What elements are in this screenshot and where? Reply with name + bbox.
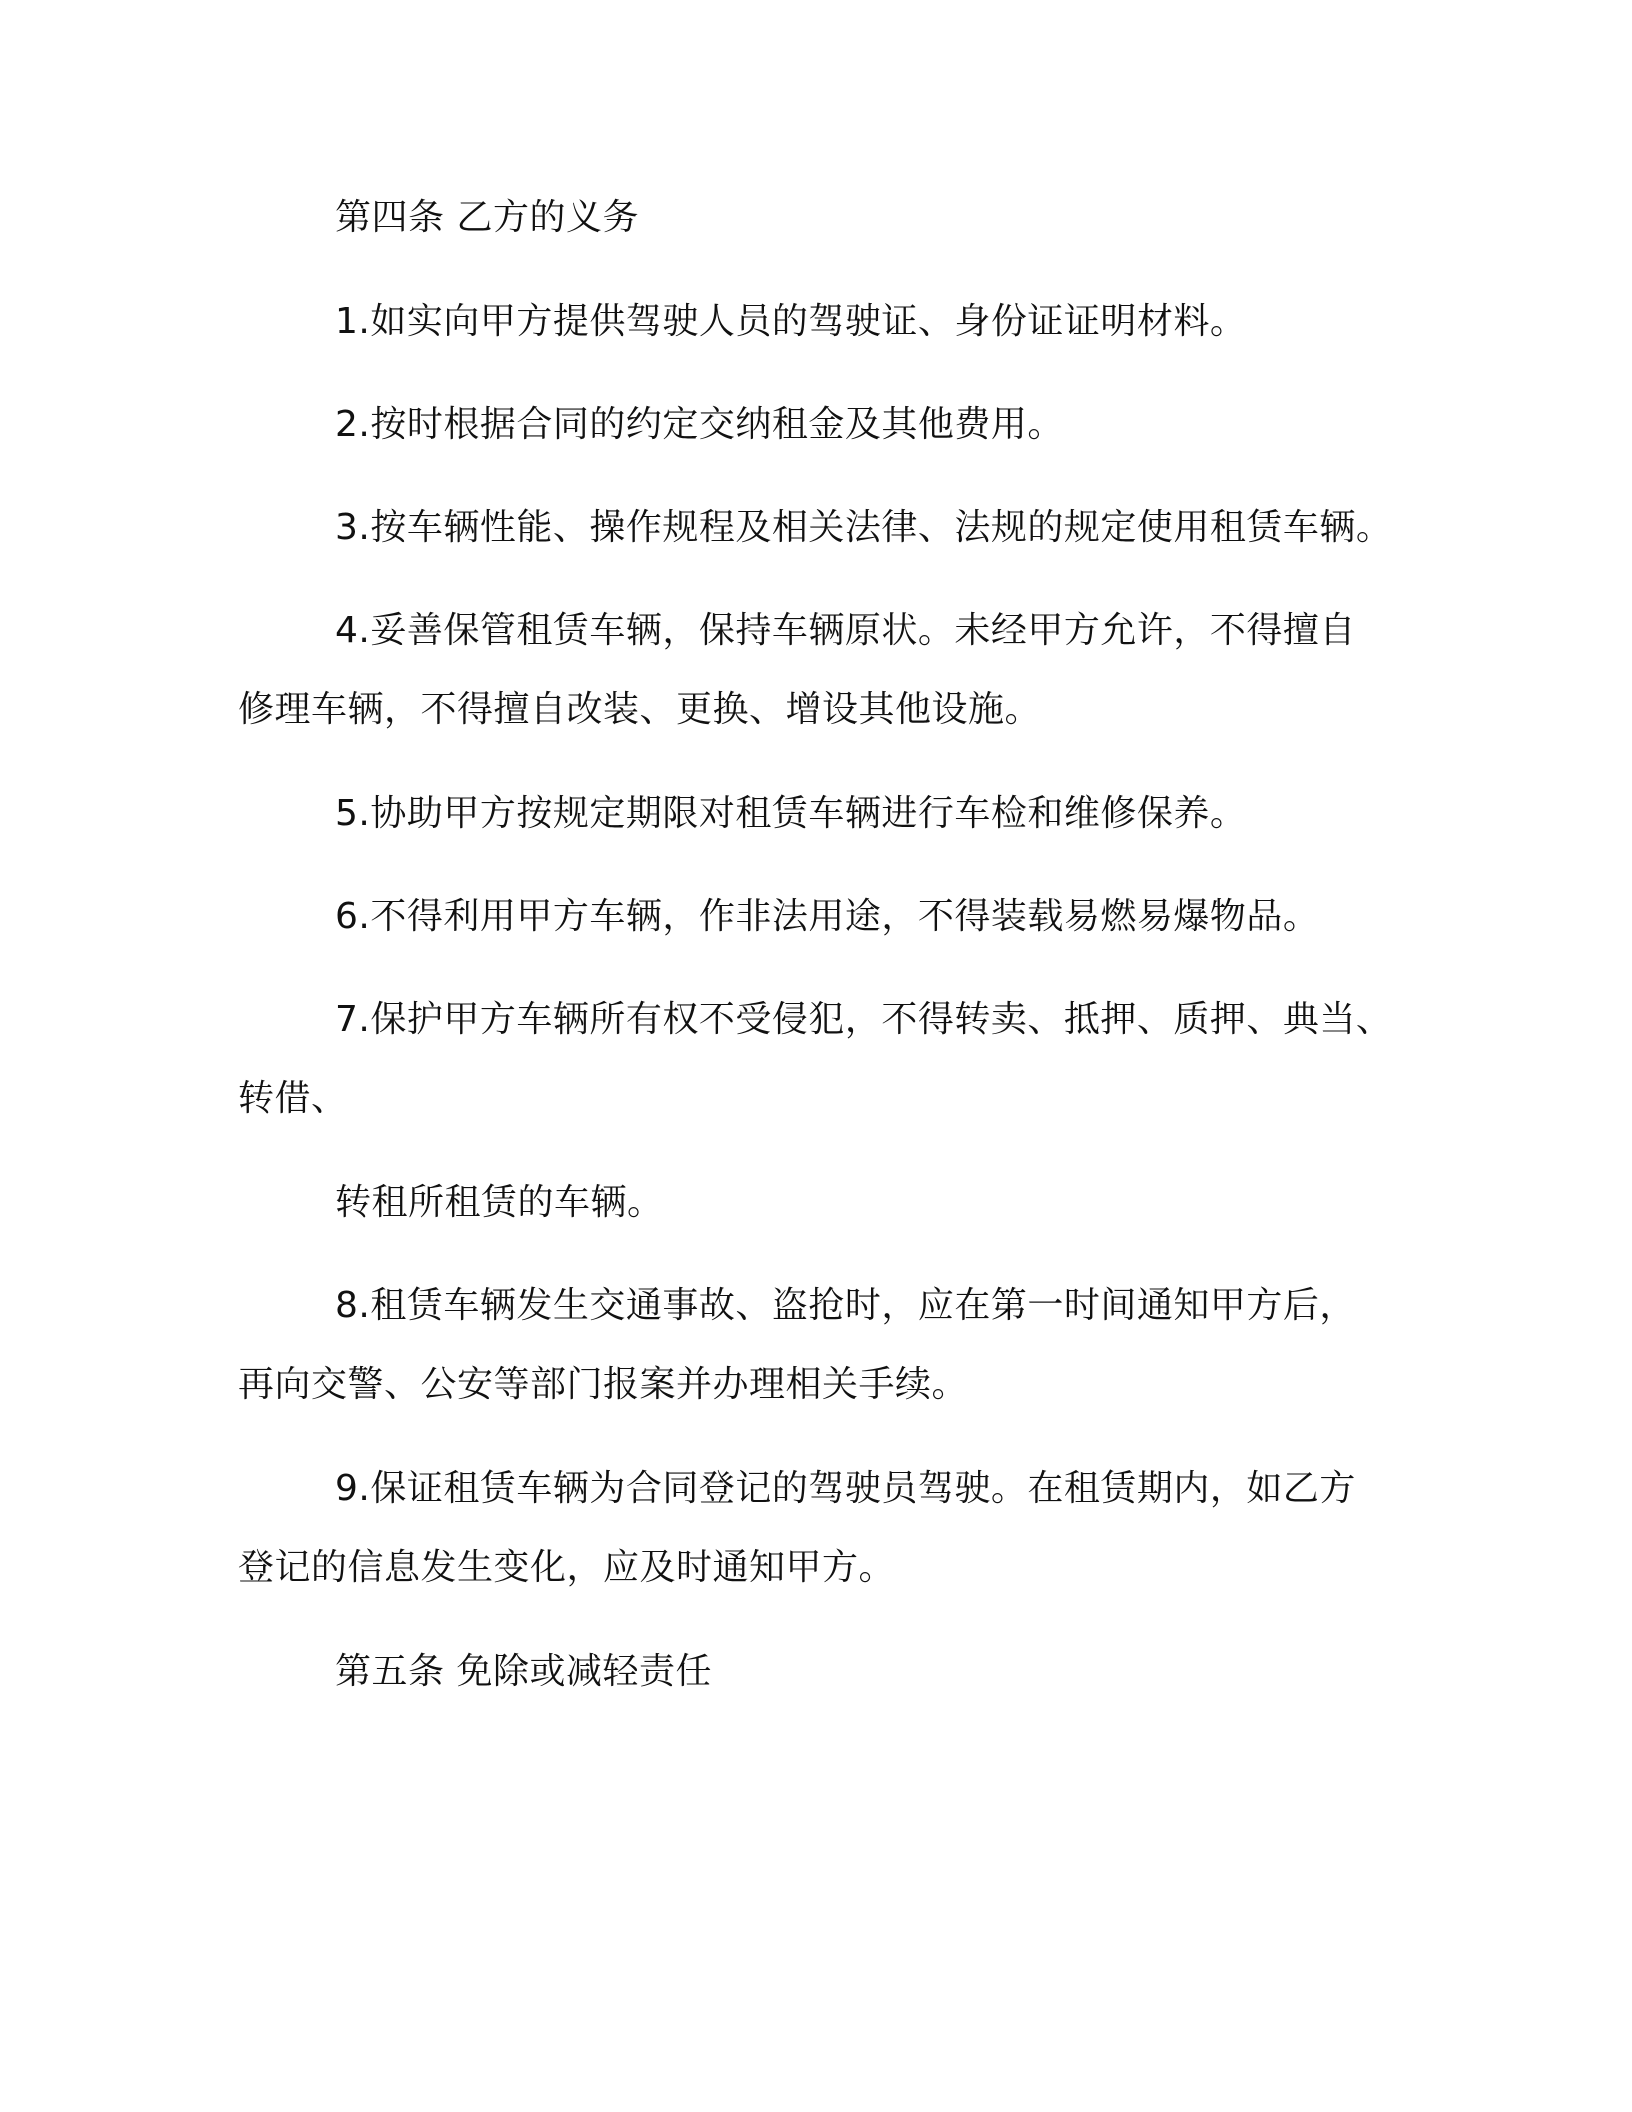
item-line: 5.协助甲方按规定期限对租赁车辆进行车检和维修保养。 <box>335 793 1247 834</box>
item-line: 4.妥善保管租赁车辆，保持车辆原状。未经甲方允许，不得擅自 <box>335 610 1356 651</box>
item-line: 8.租赁车辆发生交通事故、盗抢时，应在第一时间通知甲方后， <box>335 1285 1356 1326</box>
item-line: 9.保证租赁车辆为合同登记的驾驶员驾驶。在租赁期内，如乙方 <box>335 1468 1356 1509</box>
obligation-item-4 <box>238 591 1418 749</box>
article-4-heading: 第四条 乙方的义务 <box>335 197 639 238</box>
item-line: 转借、 <box>238 1078 348 1119</box>
item-line: 再向交警、公安等部门报案并办理相关手续。 <box>238 1364 969 1405</box>
item-line: 2.按时根据合同的约定交纳租金及其他费用。 <box>335 404 1064 445</box>
article-5-heading: 第五条 免除或减轻责任 <box>335 1651 712 1692</box>
obligation-item-5 <box>238 774 1418 853</box>
obligation-item-7-continued <box>238 1163 1418 1242</box>
item-line: 修理车辆，不得擅自改装、更换、增设其他设施。 <box>238 689 1042 730</box>
item-line: 7.保护甲方车辆所有权不受侵犯，不得转卖、抵押、质押、典当、 <box>335 999 1393 1040</box>
item-line: 6.不得利用甲方车辆，作非法用途，不得装载易燃易爆物品。 <box>335 896 1320 937</box>
obligation-item-6 <box>238 877 1418 956</box>
obligation-item-9 <box>238 1449 1418 1607</box>
obligation-item-7 <box>238 980 1418 1138</box>
obligation-item-3 <box>238 488 1418 567</box>
obligation-item-8 <box>238 1266 1418 1424</box>
item-line: 1.如实向甲方提供驾驶人员的驾驶证、身份证证明材料。 <box>335 301 1247 342</box>
obligation-item-1 <box>238 282 1418 361</box>
item-line: 3.按车辆性能、操作规程及相关法律、法规的规定使用租赁车辆。 <box>335 507 1393 548</box>
obligation-item-2 <box>238 385 1418 464</box>
item-line: 登记的信息发生变化，应及时通知甲方。 <box>238 1547 896 1588</box>
item-line: 转租所租赁的车辆。 <box>335 1182 664 1223</box>
